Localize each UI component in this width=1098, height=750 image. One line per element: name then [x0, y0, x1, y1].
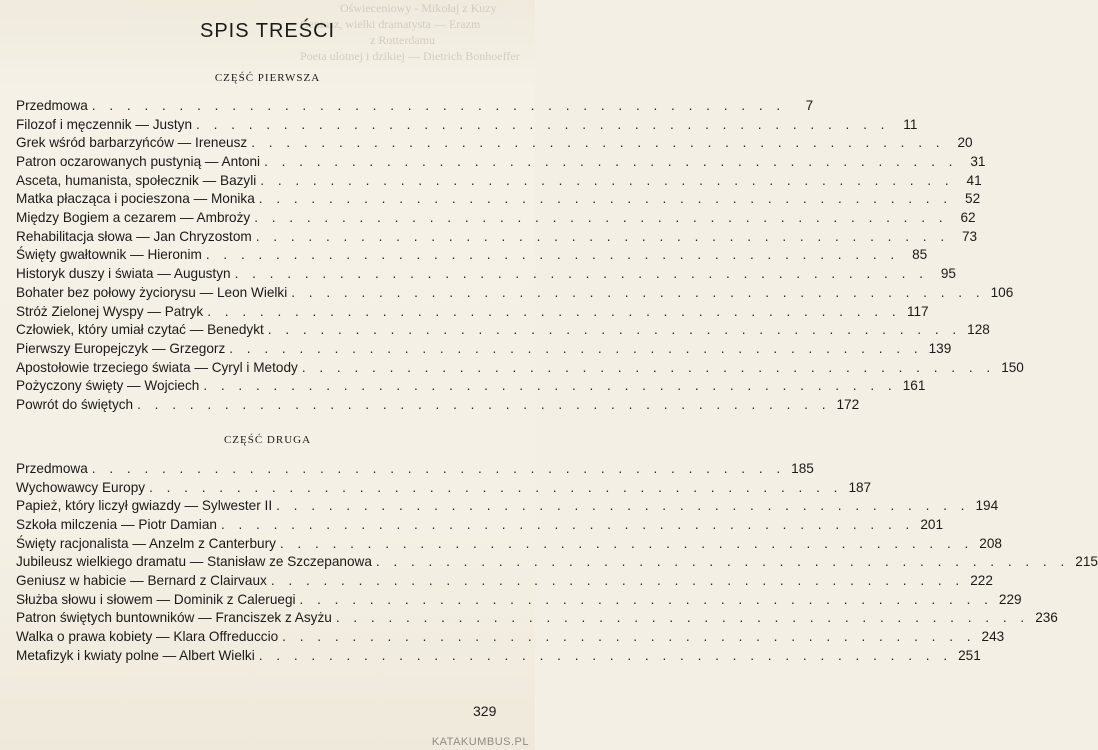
- toc-entry-title: Asceta, humanista, społecznik — Bazyli: [16, 172, 257, 188]
- dot-leader: . . . . . . . . . . . . . . . . . . . . . . . . . . . . . . . . . . . . . . . .: [207, 303, 901, 319]
- toc-entry-title: Grek wśród barbarzyńców — Ireneusz: [16, 135, 248, 151]
- dot-leader: . . . . . . . . . . . . . . . . . . . . . . . . . . . . . . . . . . . . . . . .: [251, 135, 945, 151]
- toc-entry: [16, 134, 973, 153]
- dot-leader: . . . . . . . . . . . . . . . . . . . . . . . . . . . . . . . . . . . . . . . .: [205, 247, 900, 263]
- toc-entry-page: 161: [902, 378, 926, 394]
- toc-entry-page: 95: [940, 266, 956, 282]
- toc-entry: [16, 265, 956, 284]
- toc-entry-page: 117: [906, 303, 929, 319]
- toc-entry: [16, 340, 952, 359]
- toc-entry-page: 208: [979, 535, 1002, 551]
- part-two-heading: CZĘŚĆ DRUGA: [223, 434, 312, 446]
- part-one-heading: CZĘŚĆ PIERWSZA: [214, 72, 321, 84]
- bleed-through-text: [300, 0, 535, 80]
- dot-leader: . . . . . . . . . . . . . . . . . . . . . . . . . . . . . . . . . . . . . . . .: [258, 191, 953, 207]
- toc-entry-title: Powrót do świętych: [16, 396, 134, 412]
- toc-entry-page: 85: [912, 247, 928, 263]
- toc-entry-title: Geniusz w habicie — Bernard z Clairvaux: [16, 573, 267, 589]
- toc-entry: [16, 591, 1022, 610]
- toc-entry-page: 73: [961, 228, 978, 244]
- bleed-line: Geniusz, wielki dramatysta — Erazm: [300, 17, 481, 31]
- toc-entry-page: 187: [848, 479, 872, 495]
- dot-leader: . . . . . . . . . . . . . . . . . . . . . . . . . . . . . . . . . . . . . . . .: [91, 460, 786, 476]
- toc-entry-title: Człowiek, który umiał czytać — Benedykt: [16, 322, 264, 338]
- toc-entry: [16, 172, 982, 191]
- dot-leader: . . . . . . . . . . . . . . . . . . . . . . . . . . . . . . . . . . . . . . . .: [229, 340, 923, 356]
- dot-leader: . . . . . . . . . . . . . . . . . . . . . . . . . . . . . . . . . . . . . . . .: [264, 154, 958, 170]
- dot-leader: . . . . . . . . . . . . . . . . . . . . . . . . . . . . . . . . . . . . . . . .: [255, 228, 950, 244]
- toc-entry: [16, 153, 986, 172]
- toc-entry: [16, 190, 981, 209]
- toc-entry-title: Święty gwałtownik — Hieronim: [16, 247, 202, 263]
- toc-entry-title: Jubileusz wielkiego dramatu — Stanisław ze Szczepanowa: [16, 554, 372, 570]
- toc-entry: [16, 572, 993, 591]
- toc-entry-page: 7: [805, 97, 814, 113]
- toc-entry: [16, 610, 1058, 629]
- toc-entry: [16, 647, 981, 666]
- toc-entry-page: 11: [903, 116, 918, 132]
- toc-entry-page: 150: [1001, 359, 1024, 375]
- toc-entry-page: 185: [791, 460, 814, 476]
- dot-leader: . . . . . . . . . . . . . . . . . . . . . . . . . . . . . . . . . . . . . . . .: [279, 535, 974, 551]
- toc-entry-page: 128: [967, 322, 990, 338]
- dot-leader: . . . . . . . . . . . . . . . . . . . . . . . . . . . . . . . . . . . . . . . .: [203, 378, 897, 394]
- toc-entry: [16, 377, 926, 396]
- toc-entry-page: 236: [1035, 610, 1058, 626]
- dot-leader: . . . . . . . . . . . . . . . . . . . . . . . . . . . . . . . . . . . . . . . .: [137, 396, 831, 412]
- toc-entry-title: Służba słowu i słowem — Dominik z Caleruegi: [16, 591, 296, 607]
- toc-entry-title: Pożyczony święty — Wojciech: [16, 378, 200, 394]
- bleed-line: z Rotterdamu: [370, 33, 435, 47]
- dot-leader: . . . . . . . . . . . . . . . . . . . . . . . . . . . . . . . . . . . . . . . .: [258, 647, 953, 663]
- toc-entry-title: Matka płacząca i pocieszona — Monika: [16, 191, 255, 207]
- dot-leader: . . . . . . . . . . . . . . . . . . . . . . . . . . . . . . . . . . . . . . . .: [267, 322, 962, 338]
- dot-leader: . . . . . . . . . . . . . . . . . . . . . . . . . . . . . . . . . . . . . . . .: [254, 210, 948, 226]
- toc-entry-title: Między Bogiem a cezarem — Ambroży: [16, 210, 251, 226]
- toc-entry-page: 106: [990, 284, 1014, 300]
- dot-leader: . . . . . . . . . . . . . . . . . . . . . . . . . . . . . . . . . . . . . . . .: [301, 359, 996, 375]
- dot-leader: . . . . . . . . . . . . . . . . . . . . . . . . . . . . . . . . . . . . . . . .: [282, 629, 976, 645]
- toc-entry: [16, 284, 1014, 303]
- toc-entry-page: 229: [998, 591, 1022, 607]
- toc-entry-page: 243: [981, 629, 1005, 645]
- toc-entry: [16, 396, 860, 415]
- toc-entry: [16, 535, 1002, 554]
- page-number: 329: [473, 703, 497, 719]
- toc-entry: [16, 303, 929, 322]
- toc-entry-title: Pierwszy Europejczyk — Grzegorz: [16, 340, 226, 356]
- toc-entry-title: Stróż Zielonej Wyspy — Patryk: [16, 303, 204, 319]
- toc-entry: [16, 497, 999, 516]
- toc-entry-title: Filozof i męczennik — Justyn: [16, 116, 193, 132]
- dot-leader: . . . . . . . . . . . . . . . . . . . . . . . . . . . . . . . . . . . . . . . .: [335, 610, 1030, 626]
- toc-entry-page: 172: [836, 396, 860, 412]
- dot-leader: . . . . . . . . . . . . . . . . . . . . . . . . . . . . . . . . . . . . . . . .: [291, 284, 985, 300]
- dot-leader: . . . . . . . . . . . . . . . . . . . . . . . . . . . . . . . . . . . . . . . .: [260, 172, 954, 188]
- toc-entry: [16, 553, 1098, 572]
- toc-entry-page: 215: [1075, 554, 1098, 570]
- toc-entry-title: Apostołowie trzeciego świata — Cyryl i Metody: [16, 359, 298, 375]
- toc-entry-page: 31: [970, 154, 986, 170]
- toc-entry: [16, 97, 814, 116]
- toc-entry-title: Święty racjonalista — Anzelm z Canterbury: [16, 535, 276, 551]
- toc-entry: [16, 247, 928, 266]
- dot-leader: . . . . . . . . . . . . . . . . . . . . . . . . . . . . . . . . . . . . . . . .: [196, 116, 890, 132]
- toc-entry-title: Walka o prawa kobiety — Klara Offreduccio: [16, 629, 279, 645]
- toc-entry-title: Wychowawcy Europy: [16, 479, 146, 495]
- toc-entry-title: Rehabilitacja słowa — Jan Chryzostom: [16, 228, 252, 244]
- toc-entry: [16, 116, 918, 135]
- toc-entry: [16, 321, 990, 340]
- dot-leader: . . . . . . . . . . . . . . . . . . . . . . . . . . . . . . . . . . . . . . . .: [276, 498, 970, 514]
- bleed-line: Oświeceniowy - Mikołaj z Kuzy: [340, 1, 497, 15]
- toc-entry: [16, 628, 1005, 647]
- toc-entry: [16, 228, 978, 247]
- toc-entry-page: 222: [970, 573, 993, 589]
- toc-entry-title: Papież, który liczył gwiazdy — Sylwester II: [16, 498, 273, 514]
- part-one-list: [16, 97, 1024, 415]
- toc-entry-page: 139: [928, 340, 952, 356]
- toc-entry-title: Przedmowa: [16, 460, 88, 476]
- toc-entry-title: Bohater bez połowy życiorysu — Leon Wielki: [16, 284, 288, 300]
- bleed-line: Poeta ulotnej i dzikiej — Dietrich Bonhoeffer: [300, 49, 520, 63]
- toc-entry-page: 194: [975, 498, 999, 514]
- toc-entry-page: 62: [960, 210, 976, 226]
- dot-leader: . . . . . . . . . . . . . . . . . . . . . . . . . . . . . . . . . . . . . . . .: [234, 266, 928, 282]
- toc-entry-title: Patron świętych buntowników — Franciszek z Asyżu: [16, 610, 332, 626]
- toc-entry-page: 41: [966, 172, 982, 188]
- toc-entry-title: Historyk duszy i świata — Augustyn: [16, 266, 231, 282]
- watermark: KATAKUMBUS.PL: [431, 736, 529, 748]
- dot-leader: . . . . . . . . . . . . . . . . . . . . . . . . . . . . . . . . . . . . . . . .: [299, 591, 993, 607]
- toc-entry: [16, 479, 872, 498]
- toc-entry-page: 251: [958, 647, 981, 663]
- toc-entry: [16, 460, 814, 479]
- toc-entry-title: Przedmowa: [16, 97, 88, 113]
- toc-entry-page: 201: [920, 517, 944, 533]
- toc-entry-page: 52: [965, 191, 981, 207]
- toc-entry: [16, 359, 1024, 378]
- part-two-list: [16, 460, 1098, 666]
- toc-entry: [16, 209, 976, 228]
- dot-leader: . . . . . . . . . . . . . . . . . . . . . . . . . . . . . . . . . . . . . . . .: [91, 97, 786, 113]
- toc-entry: [16, 516, 944, 535]
- toc-entry-title: Patron oczarowanych pustynią — Antoni: [16, 154, 261, 170]
- dot-leader: . . . . . . . . . . . . . . . . . . . . . . . . . . . . . . . . . . . . . . . .: [220, 517, 915, 533]
- dot-leader: . . . . . . . . . . . . . . . . . . . . . . . . . . . . . . . . . . . . . . . .: [270, 573, 965, 589]
- dot-leader: . . . . . . . . . . . . . . . . . . . . . . . . . . . . . . . . . . . . . . . .: [375, 554, 1070, 570]
- dot-leader: . . . . . . . . . . . . . . . . . . . . . . . . . . . . . . . . . . . . . . . .: [149, 479, 843, 495]
- page-title: SPIS TREŚCI: [200, 20, 336, 42]
- toc-entry-title: Metafizyk i kwiaty polne — Albert Wielki: [16, 647, 255, 663]
- toc-entry-title: Szkoła milczenia — Piotr Damian: [16, 517, 217, 533]
- toc-entry-page: 20: [957, 135, 973, 151]
